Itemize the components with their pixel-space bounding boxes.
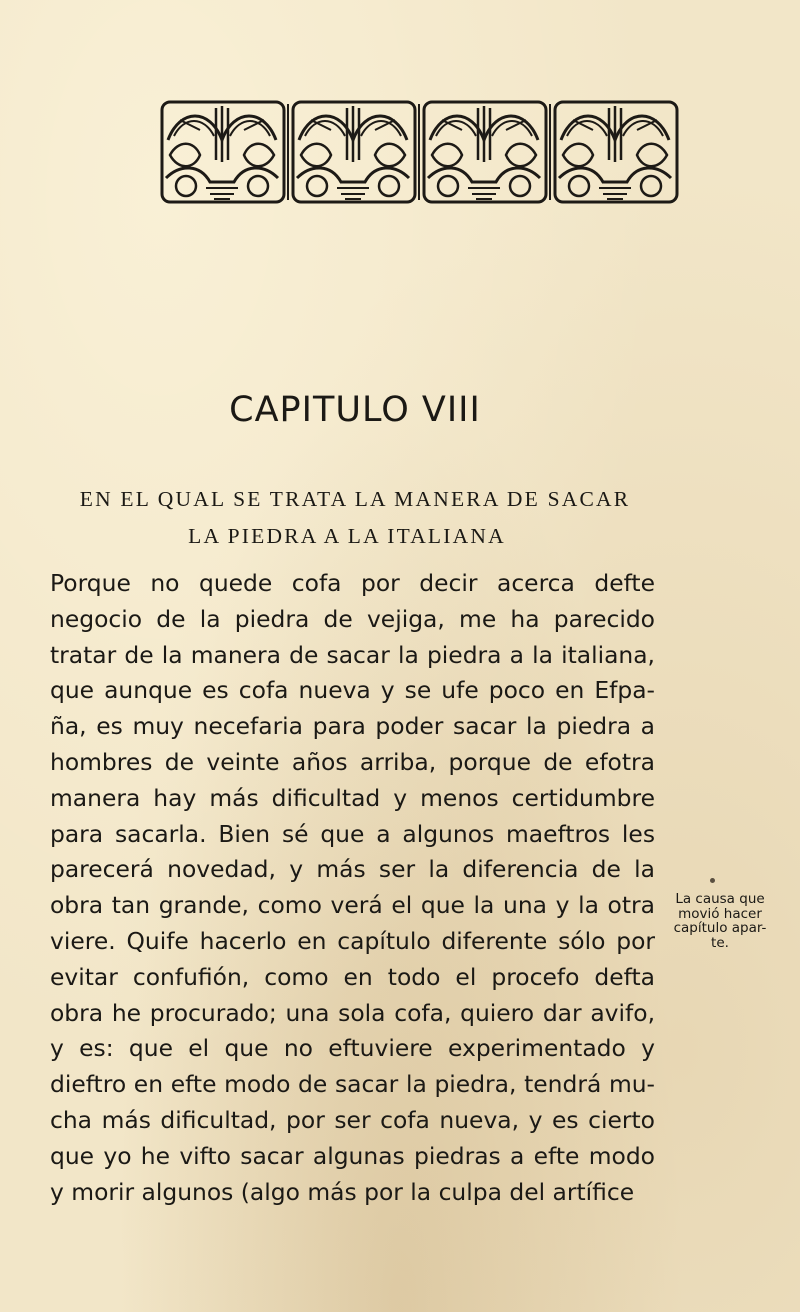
margin-note-line: te. bbox=[711, 934, 729, 951]
text-line: tratar de la manera de sacar la piedra a la italiana, bbox=[50, 640, 655, 669]
chapter-subtitle-line-1: EN EL QUAL SE TRATA LA MANERA DE SACAR bbox=[79, 487, 631, 511]
text-line: cha más dificultad, por ser cofa nueva, y es cierto bbox=[50, 1105, 655, 1134]
body-paragraph bbox=[50, 566, 655, 1210]
text-line: obra he procurado; una sola cofa, quiero dar avifo, bbox=[50, 998, 655, 1027]
text-line: manera hay más dificultad y menos certidumbre bbox=[50, 783, 655, 812]
text-line: negocio de la piedra de vejiga, me ha parecido bbox=[50, 604, 655, 633]
text-line: evitar confufión, como en todo el procefo defta bbox=[50, 962, 655, 991]
text-line: y morir algunos (algo más por la culpa del artífice bbox=[50, 1177, 635, 1206]
chapter-title: CAPITULO VIII bbox=[229, 390, 481, 430]
text-line: ña, es muy necefaria para poder sacar la piedra a bbox=[50, 712, 655, 741]
text-line: que yo he vifto sacar algunas piedras a efte modo bbox=[50, 1141, 655, 1170]
chapter-subtitle-line-2: LA PIEDRA A LA ITALIANA bbox=[188, 524, 506, 548]
text-line: Porque no quede cofa por decir acerca defte bbox=[50, 569, 655, 597]
text-line: y es: que el que no eftuviere experimentado y bbox=[50, 1034, 655, 1063]
margin-note-line: movió hacer bbox=[678, 905, 762, 922]
margin-note-line: La causa que bbox=[675, 891, 765, 907]
margin-note bbox=[664, 892, 776, 950]
text-line: que aunque es cofa nueva y se ufe poco en Efpa- bbox=[50, 676, 655, 705]
margin-mark bbox=[710, 878, 715, 883]
ornamental-headpiece bbox=[160, 100, 680, 204]
margin-note-line: capítulo apar- bbox=[673, 920, 767, 936]
text-line: obra tan grande, como verá el que la una y la otra bbox=[50, 891, 655, 920]
text-line: dieftro en efte modo de sacar la piedra, tendrá mu- bbox=[50, 1070, 655, 1099]
text-line: viere. Quife hacerlo en capítulo diferente sólo por bbox=[50, 926, 655, 955]
text-line: para sacarla. Bien sé que a algunos maeftros les bbox=[50, 819, 655, 848]
text-line: hombres de veinte años arriba, porque de efotra bbox=[50, 747, 655, 776]
text-line: parecerá novedad, y más ser la diferencia de la bbox=[50, 855, 655, 884]
